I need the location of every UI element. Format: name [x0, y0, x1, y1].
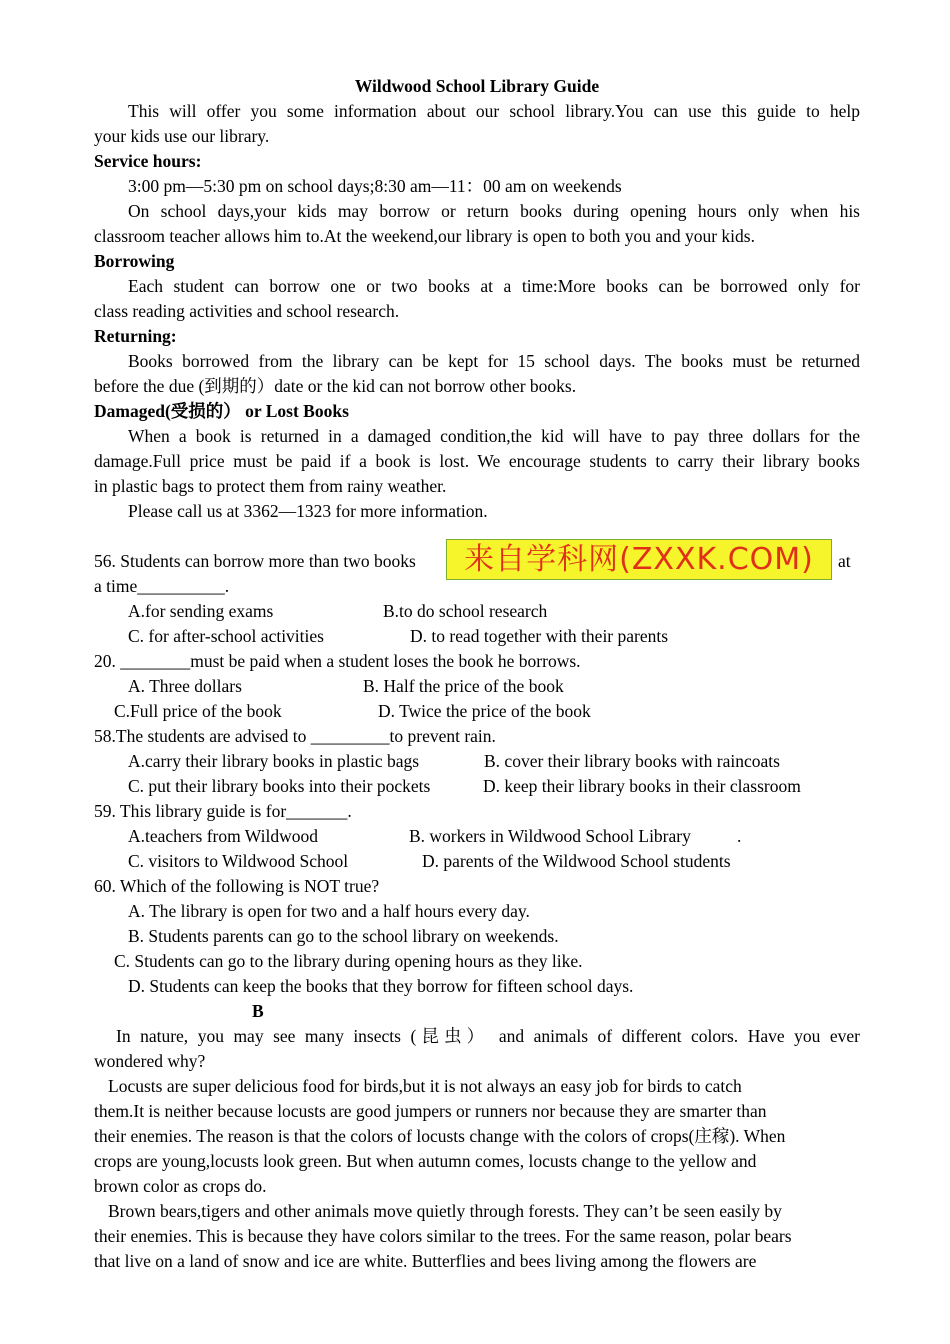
question-56-stem: [94, 542, 860, 577]
returning-text-1: Books borrowed from the library can be kept for 15 school days. The books must be returned: [128, 351, 860, 371]
section-b-p3-line-1: Brown bears,tigers and other animals move quietly through forests. They can’t be seen easily by: [108, 1201, 782, 1221]
question-58-option-a: A.carry their library books in plastic bags: [128, 751, 420, 771]
question-60-option-d: D. Students can keep the books that they borrow for fifteen school days.: [128, 976, 634, 996]
damaged-heading: Damaged(受损的） or Lost Books: [94, 401, 349, 421]
question-56-option-b: B.to do school research: [383, 601, 548, 621]
damaged-text-1: When a book is returned in a damaged condition,the kid will have to pay three dollars for the: [128, 426, 860, 446]
question-56-options-ab: [94, 599, 860, 624]
question-56-option-c: C. for after-school activities: [128, 626, 324, 646]
question-56-option-a: A.for sending exams: [128, 601, 274, 621]
question-59-stem: 59. This library guide is for_______.: [94, 801, 352, 821]
section-b-p3-line-3: that live on a land of snow and ice are white. Butterflies and bees living among the flowers are: [94, 1251, 757, 1271]
page-title: Wildwood School Library Guide: [354, 76, 600, 96]
section-b-p2-line-2: them.It is neither because locusts are good jumpers or runners nor because they are smarter than: [94, 1101, 767, 1121]
section-b-p2-line-1: Locusts are super delicious food for birds,but it is not always an easy job for birds to catch: [108, 1076, 742, 1096]
document-page: [94, 74, 860, 1274]
question-57-stem: 20. ________must be paid when a student loses the book he borrows.: [94, 651, 581, 671]
damaged-text-2: damage.Full price must be paid if a book is lost. We encourage students to carry their library books: [94, 451, 860, 471]
returning-heading: Returning:: [94, 326, 177, 346]
service-text-2: classroom teacher allows him to.At the weekend,our library is open to both you and your kids.: [94, 226, 755, 246]
intro-line-1: This will offer you some information about our school library.You can use this guide to help: [128, 101, 860, 121]
question-60-option-b: B. Students parents can go to the school library on weekends.: [128, 926, 559, 946]
question-57-option-d: D. Twice the price of the book: [378, 701, 591, 721]
service-heading: Service hours:: [94, 151, 202, 171]
damaged-text-3: in plastic bags to protect them from rainy weather.: [94, 476, 447, 496]
service-hours: 3:00 pm—5:30 pm on school days;8:30 am—11：00 am on weekends: [128, 176, 622, 196]
section-b-p3-line-2: their enemies. This is because they have colors similar to the trees. For the same reason, polar bears: [94, 1226, 792, 1246]
borrowing-text-1: Each student can borrow one or two books at a time:More books can be borrowed only for: [128, 276, 860, 296]
question-59-option-a: A.teachers from Wildwood: [128, 826, 318, 846]
section-b-p2-line-4: crops are young,locusts look green. But when autumn comes, locusts change to the yellow and: [94, 1151, 757, 1171]
borrowing-text-2: class reading activities and school research.: [94, 301, 400, 321]
intro-line-2: your kids use our library.: [94, 126, 270, 146]
question-58-option-b: B. cover their library books with raincoats: [484, 751, 780, 771]
section-b-p1-line-2: wondered why?: [94, 1051, 206, 1071]
question-59-options-cd: [94, 849, 860, 874]
question-58-options-cd: [94, 774, 860, 799]
section-b-p2-line-3: their enemies. The reason is that the colors of locusts change with the colors of crops(庄稼). When: [94, 1126, 786, 1146]
question-56-stem-2: a time__________.: [94, 576, 230, 596]
question-56-stem-tail: at: [838, 551, 851, 571]
question-59-option-c: C. visitors to Wildwood School: [128, 851, 349, 871]
section-b-p1-line-1: In nature, you may see many insects (昆虫） and animals of different colors. Have you ever: [116, 1026, 860, 1046]
question-60-option-c: C. Students can go to the library during opening hours as they like.: [114, 951, 583, 971]
section-b-label: B: [252, 1001, 264, 1021]
question-60-option-a: A. The library is open for two and a half hours every day.: [128, 901, 530, 921]
section-b-p2-line-5: brown color as crops do.: [94, 1176, 267, 1196]
watermark-banner: 来自学科网(ZXXK.COM): [446, 539, 832, 580]
question-59-option-b-tail: .: [737, 826, 742, 846]
question-57-options-cd: [94, 699, 860, 724]
question-58-stem: 58.The students are advised to _________to prevent rain.: [94, 726, 496, 746]
question-59-option-b: B. workers in Wildwood School Library: [409, 826, 691, 846]
question-57-option-c: C.Full price of the book: [114, 701, 282, 721]
question-59-option-d: D. parents of the Wildwood School students: [422, 851, 731, 871]
question-56-options-cd: [94, 624, 860, 649]
question-58-option-c: C. put their library books into their pockets: [128, 776, 431, 796]
question-58-options-ab: [94, 749, 860, 774]
contact-line: Please call us at 3362—1323 for more information.: [128, 501, 488, 521]
question-57-option-b: B. Half the price of the book: [363, 676, 564, 696]
question-59-options-ab: [94, 824, 860, 849]
question-60-stem: 60. Which of the following is NOT true?: [94, 876, 380, 896]
borrowing-heading: Borrowing: [94, 251, 175, 271]
question-57-options-ab: [94, 674, 860, 699]
question-56-option-d: D. to read together with their parents: [410, 626, 669, 646]
service-text-1: On school days,your kids may borrow or return books during opening hours only when his: [128, 201, 860, 221]
question-57-option-a: A. Three dollars: [128, 676, 242, 696]
question-58-option-d: D. keep their library books in their classroom: [483, 776, 801, 796]
question-56-stem-text: 56. Students can borrow more than two books: [94, 551, 416, 571]
returning-text-2: before the due (到期的）date or the kid can not borrow other books.: [94, 376, 577, 396]
